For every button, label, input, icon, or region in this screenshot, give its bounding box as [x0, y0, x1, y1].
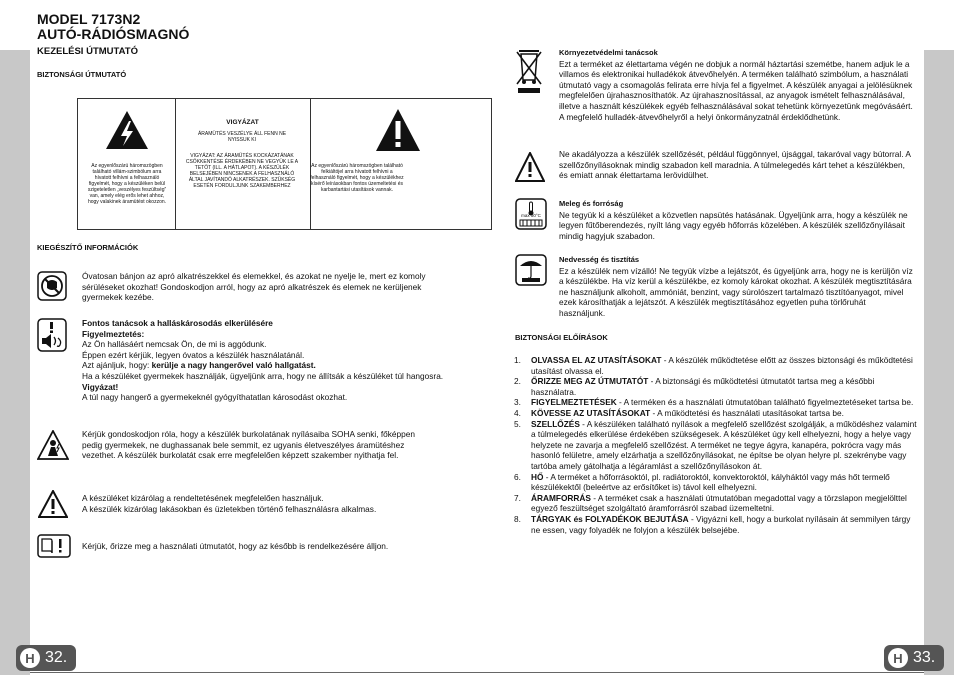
- keep-manual-text: Kérjük, őrizze meg a használati útmutatót, hogy az később is rendelkezésére álljon.: [82, 541, 389, 551]
- lightning-explanation: Az egyenlőszárú háromszögben található villám-szimbólum arra hívatott felhívni a felhasználó figyelmét, hogy a készüléken belül szigeteletlen „veszélyes feszültség” van, amely elég erős lehet ahhoz, hogy valakinek áramütést okozzon.: [87, 163, 167, 205]
- hearing-line4: Ha a készüléket gyermekek használják, ügyeljünk arra, hogy ne állítsák a készüléket túl hangosra.: [82, 370, 444, 381]
- caution-title: VIGYÁZAT: [226, 119, 259, 126]
- lightning-cell: [78, 99, 176, 229]
- heat-text: Ne tegyük ki a készüléket a közvetlen napsütés hatásának. Ügyeljünk arra, hogy a készülék ne legyen fűtőberendezés, nyílt láng vagy egyéb hőforrás közelében. A készülék szellőzőnyílásait mindig hagyjuk szabadon.: [559, 209, 908, 241]
- intended-line2: A készülék kizárólag lakásokban és üzletekben történő felhasználásra alkalmas.: [82, 503, 377, 514]
- caution-cell: [175, 99, 311, 229]
- list-item: 2. ŐRIZZE MEG AZ ÚTMUTATÓT - A biztonsági és működtetési útmutatót tartsa meg a későbbi használatra.: [514, 376, 875, 397]
- caution-line2: VIGYÁZAT: AZ ÁRAMÜTÉS KOCKÁZATÁNAK CSÖKKENTÉSE ÉRDEKÉBEN NE VEGYÜK LE A TETŐT (ILL. A HÁTLAPOT). A KÉSZÜLÉK BELSEJÉBEN NINCSENEK A FELHASZNÁLÓ ÁLTAL JAVÍTANDÓ ALKATRÉSZEK. SZÜKSÉG ESETÉN FORDULJUNK SZAKEMBERHEZ: [185, 153, 299, 189]
- intended-use-section: [82, 493, 437, 514]
- small-parts-text: Óvatosan bánjon az apró alkatrészekkel és elemekkel, és azokat ne nyelje le, mert ez komoly sérüléseket okozhat! Gondoskodjon arról, hogy az apró alkatrészek és elemek ne kerüljenek gyermekek kezébe.: [82, 271, 426, 303]
- heat-section: [559, 199, 914, 241]
- lightning-warning-icon: [104, 109, 150, 151]
- language-badge: H: [888, 648, 908, 668]
- page-number-left: [16, 645, 76, 671]
- warning-box: [77, 98, 492, 230]
- additional-heading: KIEGÉSZÍTŐ INFORMÁCIÓK: [37, 243, 139, 252]
- hearing-warning-icon: [37, 318, 67, 352]
- heat-icon-label: max 50°C: [521, 213, 541, 218]
- hearing-line3: Azt ajánljuk, hogy: kerülje a nagy hangerővel való hallgatást.: [82, 360, 316, 371]
- hearing-caution-label: Vigyázat!: [82, 381, 119, 392]
- moisture-text: Ez a készülék nem vízálló! Ne tegyük vízbe a lejátszót, és ügyeljünk arra, hogy ne is kerüljön víz a készülékbe. Ha víz kerül a készülékbe, ez komoly károkat okozhat. A készülék megtisztítására ne használjunk alkoholt, ammóniát, benzint, vagy súrolószert tartalmazó tisztítóanyagot, mivel ezek károsíthatják a lejátszót. A készülék megtisztításához egyetlen puha törlőruhát használjunk.: [559, 265, 913, 318]
- page-title: [37, 12, 189, 42]
- hearing-title: Fontos tanácsok a halláskárosodás elkerülésére: [82, 318, 273, 328]
- precautions-heading: BIZTONSÁGI ELŐÍRÁSOK: [515, 333, 608, 342]
- list-item: 7. ÁRAMFORRÁS - A terméket csak a használati útmutatóban megadottal vagy a törzslapon megjelölttel egyező feszültséget szolgáltató áramforrásról szabad üzemeltetni.: [514, 492, 907, 514]
- exclamation-cell: [310, 99, 491, 229]
- intended-line1: A készüléket kizárólag a rendeltetésének megfelelően használjuk.: [82, 493, 324, 503]
- children-text: Kérjük gondoskodjon róla, hogy a készülék burkolatának nyílásaiba SOHA senki, főképpen pedig gyermekek, ne dughassanak bele semmit, ez ugyanis életveszélyes áramütéshez vezethet. A készülék burkolatát csak erre megfelelően képzett szakember nyithatja fel.: [82, 429, 416, 461]
- manual-book-icon: [37, 534, 71, 558]
- caution-line1: ÁRAMÜTÉS VESZÉLYE ÁLL FENN NE NYISSUK KI: [197, 131, 287, 143]
- hearing-line2: Éppen ezért kérjük, legyen óvatos a készülék használatánál.: [82, 349, 305, 360]
- hearing-line5: A túl nagy hangerő a gyermekeknél gyógyíthatatlan károsodást okozhat.: [82, 392, 348, 403]
- exclamation-warning-icon: [374, 107, 422, 153]
- ventilation-warning-icon: [515, 152, 545, 182]
- moisture-icon: [515, 254, 547, 286]
- heat-title: Meleg és forróság: [559, 199, 624, 208]
- page-number-left-value: 32.: [45, 649, 68, 666]
- exclamation-triangle-icon: [38, 490, 68, 518]
- environment-section: [559, 48, 914, 122]
- page-number-right: [884, 645, 944, 671]
- exclamation-explanation: Az egyenlőszárú háromszögben található felkiáltójel arra hívatott felhívni a felhasználó figyelmét, hogy a készülékhez kísérő leírásokban fontos üzemeltetési és karbantartási utasítások vannak.: [310, 163, 404, 193]
- list-item: 4. KÖVESSE AZ UTASÍTÁSOKAT - A működtetési és használati utasításokat tartsa be.: [514, 407, 844, 418]
- ventilation-text: Ne akadályozza a készülék szellőzését, például függönnyel, újsággal, takaróval vagy bútorral. A szellőzőnyílásoknak mindig szabadon kell maradnia. A túlmelegedés kárt tehet a készülékben, és emiatt annak élettartama lerövidülhet.: [559, 149, 911, 181]
- list-item: 8. TÁRGYAK és FOLYADÉKOK BEJUTÁSA - Vigyázni kell, hogy a burkolat nyílásain át semmilyen tárgy ne essen, vagy folyadék ne folyjon a készülék belsejébe.: [514, 513, 911, 535]
- language-badge: H: [20, 648, 40, 668]
- hearing-section: [82, 318, 444, 403]
- environment-title: Környezetvédelmi tanácsok: [559, 48, 658, 57]
- safety-heading: BIZTONSÁGI ÚTMUTATÓ: [37, 70, 127, 79]
- manual-heading: KEZELÉSI ÚTMUTATÓ: [37, 46, 138, 57]
- model-number: MODEL 7173N2: [37, 11, 141, 27]
- left-margin-bar: [0, 0, 30, 675]
- list-item: 5. SZELLŐZÉS - A készüléken található nyílások a megfelelő szellőzést szolgálják, a működéshez valamint a túlmelegedés elkerülése érdekében szükségesek. A készüléket úgy kell elhelyezni, hogy a helye vagy helyzete ne zavarja a megfelelő szellőzést. A terméket ne tegye ágyra, kanapéra, pokrócra vagy más hasonló felületre, amely elzárhatja a szellőzőnyílásokat, ne építse be olyan helyre pl. szekrénybe vagy tartóba amely gátolhatja a légáramlást a szellőzőnyílásokon át.: [514, 418, 917, 471]
- moisture-section: [559, 255, 914, 319]
- hearing-warning-label: Figyelmeztetés:: [82, 328, 145, 339]
- list-item: 3. FIGYELMEZTETÉSEK - A terméken és a használati útmutatóban található figyelmeztetéseket tartsa be.: [514, 397, 914, 408]
- bottom-rule: [30, 672, 924, 673]
- no-small-parts-icon: [37, 271, 67, 301]
- list-item: 1. OLVASSA EL AZ UTASÍTÁSOKAT - A készülék működtetése előtt az összes biztonsági és működtetési utasítást olvassa el.: [514, 355, 913, 376]
- right-margin-bar: [924, 0, 954, 675]
- list-item: 6. HŐ - A terméket a hőforrásoktól, pl. radiátoroktól, konvektoroktól, kályháktól vagy más hőt termelő készülékektől (beleértve az erősítőket is) távol kell elhelyezni.: [514, 471, 890, 493]
- weee-bin-icon: [515, 48, 543, 94]
- environment-text: Ezt a terméket az élettartama végén ne dobjuk a normál háztartási szemétbe, hanem adjuk le a villamos és elektronikai hulladékok átvevőhelyén. A terméken található szimbólum, a használati útmutató vagy a csomagolás felirata erre hívja fel a figyelmet. A készülék anyagai a jelölésüknek megfelelően újrahasznosíthatók. Az újrahasznosítással, az anyagok ismételt felhasználásával, illetve a használt készülékek egyéb felhasználásával sokat tehetünk környezetünk megóvásáért. A megfelelő hulladék-átvevőhelyről a helyi önkormányzatnál érdeklődhetünk.: [559, 58, 913, 122]
- children-shock-warning-icon: [37, 430, 69, 460]
- page-number-right-value: 33.: [913, 649, 936, 666]
- product-name: AUTÓ-RÁDIÓSMAGNÓ: [37, 26, 190, 42]
- precautions-list: [514, 355, 919, 535]
- moisture-title: Nedvesség és tisztítás: [559, 255, 640, 264]
- hearing-line1: Az Ön hallásáért nemcsak Ön, de mi is aggódunk.: [82, 339, 267, 350]
